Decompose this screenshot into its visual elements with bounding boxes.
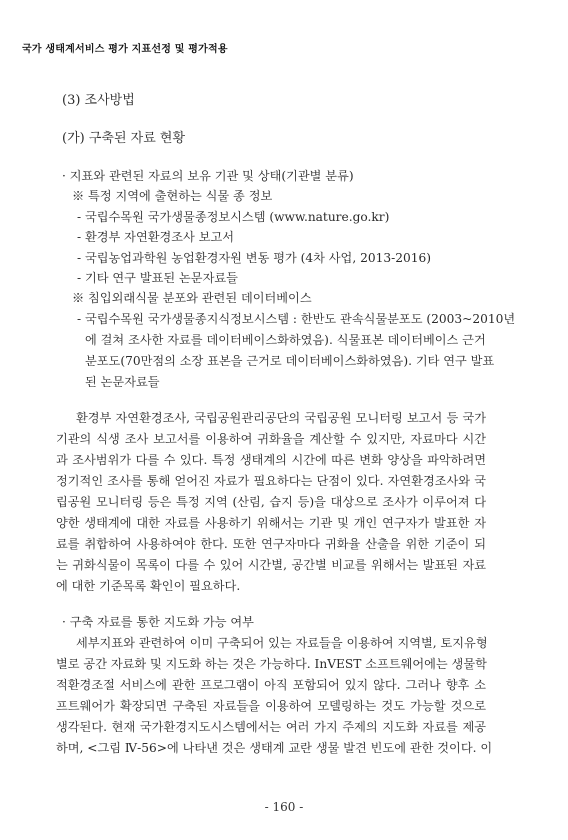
paragraph-line: 에 대한 기준목록 확인이 필요하다. — [56, 579, 241, 593]
page-number: - 160 - — [264, 800, 304, 814]
paragraph-line: 정기적인 조사를 통해 얻어진 자료가 필요하다는 단점이 있다. 자연환경조사와 국 — [56, 474, 486, 488]
paragraph-line: 세부지표와 관련하여 이미 구축되어 있는 자료들을 이용하여 지역별, 토지유형 — [76, 636, 488, 650]
paragraph-line: 료를 취합하여 사용하여야 한다. 또한 연구자마다 귀화율 산출을 위한 기준이 되 — [56, 537, 486, 551]
paragraph-line: 생각된다. 현재 국가환경지도시스템에서는 여러 가지 주제의 지도화 자료를 제공 — [56, 720, 486, 734]
paragraph-line: 립공원 모니터링 등은 특정 지역 (산림, 습지 등)을 대상으로 조사가 이루어져 다 — [56, 495, 486, 509]
paragraph-line: 환경부 자연환경조사, 국립공원관리공단의 국립공원 모니터링 보고서 등 국가 — [76, 411, 486, 425]
section-heading: (3) 조사방법 — [62, 93, 135, 108]
note-invasive-db: ※ 침입외래식물 분포와 관련된 데이터베이스 — [72, 291, 312, 305]
paragraph-line: 과 조사범위가 다를 수 있다. 특정 생태계의 시간에 따른 변화 양상을 파악하려면 — [56, 453, 486, 467]
list-item-continued: 에 걸쳐 조사한 자료를 데이터베이스화하였음). 식물표본 데이터베이스 근거 — [85, 333, 486, 347]
bullet-mapping-feasibility: · 구축 자료를 통한 지도화 가능 여부 — [62, 615, 254, 629]
paragraph-line: 하며, <그림 Ⅳ-56>에 나타낸 것은 생태계 교란 생물 발견 빈도에 관한 것이다. 이 — [56, 741, 493, 755]
paragraph-line: 프트웨어가 확장되면 구축된 자료들을 이용하여 모델링하는 것도 가능할 것으로 — [56, 699, 486, 713]
list-item: - 기타 연구 발표된 논문자료들 — [77, 271, 238, 285]
running-header: 국가 생태계서비스 평가 지표선정 및 평가적용 — [22, 44, 228, 55]
paragraph-line: 별로 공간 자료화 및 지도화 하는 것은 가능하다. InVEST 소프트웨어에는 생물학 — [56, 657, 487, 671]
list-item: - 국립수목원 국가생물종지식정보시스템 : 한반도 관속식물분포도 (2003~2010년 — [77, 312, 516, 326]
list-item: - 국립농업과학원 농업환경자원 변동 평가 (4차 사업, 2013-2016) — [77, 251, 431, 265]
list-item: - 국립수목원 국가생물종정보시스템 (www.nature.go.kr) — [77, 210, 390, 224]
paragraph-line: 는 귀화식물이 목록이 다를 수 있어 시간별, 공간별 비교를 위해서는 발표된 자료 — [56, 558, 486, 572]
list-item-continued: 분포도(70만점의 소장 표본을 근거로 데이터베이스화하였음). 기타 연구 발표 — [85, 354, 495, 368]
paragraph-line: 기관의 식생 조사 보고서를 이용하여 귀화율을 계산할 수 있지만, 자료마다 시간 — [56, 432, 486, 446]
list-item: - 환경부 자연환경조사 보고서 — [77, 230, 235, 244]
paragraph-line: 양한 생태계에 대한 자료를 사용하기 위해서는 기관 및 개인 연구자가 발표한 자 — [56, 516, 486, 530]
paragraph-line: 적환경조절 서비스에 관한 프로그램이 아직 포함되어 있지 않다. 그러나 향후 소 — [56, 678, 486, 692]
bullet-data-holdings: · 지표와 관련된 자료의 보유 기관 및 상태(기관별 분류) — [62, 169, 354, 183]
subsection-heading: (가) 구축된 자료 현황 — [62, 131, 186, 146]
note-species-info: ※ 특정 지역에 출현하는 식물 종 정보 — [72, 189, 273, 203]
list-item-continued: 된 논문자료들 — [85, 375, 160, 389]
